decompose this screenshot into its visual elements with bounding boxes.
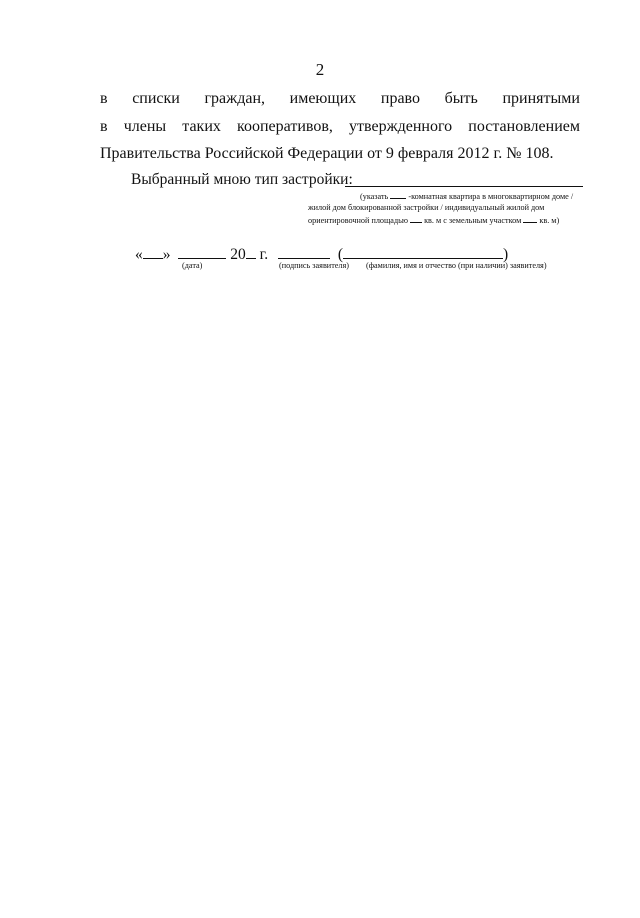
day-field[interactable] xyxy=(143,244,163,259)
date-caption: (дата) xyxy=(182,261,203,270)
word: постановлением xyxy=(468,118,580,135)
body-line-1 xyxy=(100,90,580,108)
word: списки xyxy=(132,90,180,107)
hint-text: кв. м) xyxy=(539,216,560,225)
word: утвержденного xyxy=(349,118,453,135)
signature-field[interactable] xyxy=(278,244,330,259)
word: имеющих xyxy=(289,90,357,107)
land-area-blank[interactable] xyxy=(523,213,537,223)
word: право xyxy=(380,90,420,107)
hint-line xyxy=(308,189,592,203)
area-blank[interactable] xyxy=(410,213,422,223)
word: таких xyxy=(182,118,221,135)
body-line-2 xyxy=(100,118,580,136)
building-type-hint xyxy=(308,189,592,227)
paren-open: ( xyxy=(337,246,344,263)
quote-open: « xyxy=(135,246,143,263)
hint-text: кв. м с земельным участком xyxy=(424,216,522,225)
year-field[interactable] xyxy=(246,244,256,259)
month-field[interactable] xyxy=(178,244,226,259)
word: быть xyxy=(444,90,478,107)
word: принятыми xyxy=(502,90,580,107)
year-prefix: 20 xyxy=(230,246,246,263)
year-suffix: г. xyxy=(259,246,269,263)
word: в xyxy=(100,118,108,135)
building-type-field[interactable] xyxy=(345,186,583,187)
page-number: 2 xyxy=(315,60,325,79)
word: в xyxy=(100,90,108,107)
hint-line: жилой дом блокированной застройки / индивидуальный жилой дом xyxy=(308,202,545,212)
hint-text: ориентировочной площадью xyxy=(308,216,408,225)
building-type-label: Выбранный мною тип застройки: xyxy=(131,171,353,188)
word: члены xyxy=(123,118,167,135)
hint-text: -комнатная квартира в многоквартирном доме / xyxy=(408,192,574,201)
full-name-field[interactable] xyxy=(343,244,503,259)
name-caption: (фамилия, имя и отчество (при наличии) заявителя) xyxy=(366,261,547,270)
body-line-3 xyxy=(100,145,580,163)
paren-close: ) xyxy=(503,246,509,263)
word: граждан, xyxy=(204,90,266,107)
hint-line xyxy=(308,213,592,227)
quote-close: » xyxy=(162,246,171,263)
hint-text: (указать xyxy=(360,192,389,201)
body-text: Правительства Российской Федерации от 9 февраля 2012 г. № 108. xyxy=(100,145,554,162)
word: кооперативов, xyxy=(237,118,333,135)
rooms-blank[interactable] xyxy=(390,189,406,199)
signature-caption: (подпись заявителя) xyxy=(279,261,349,270)
